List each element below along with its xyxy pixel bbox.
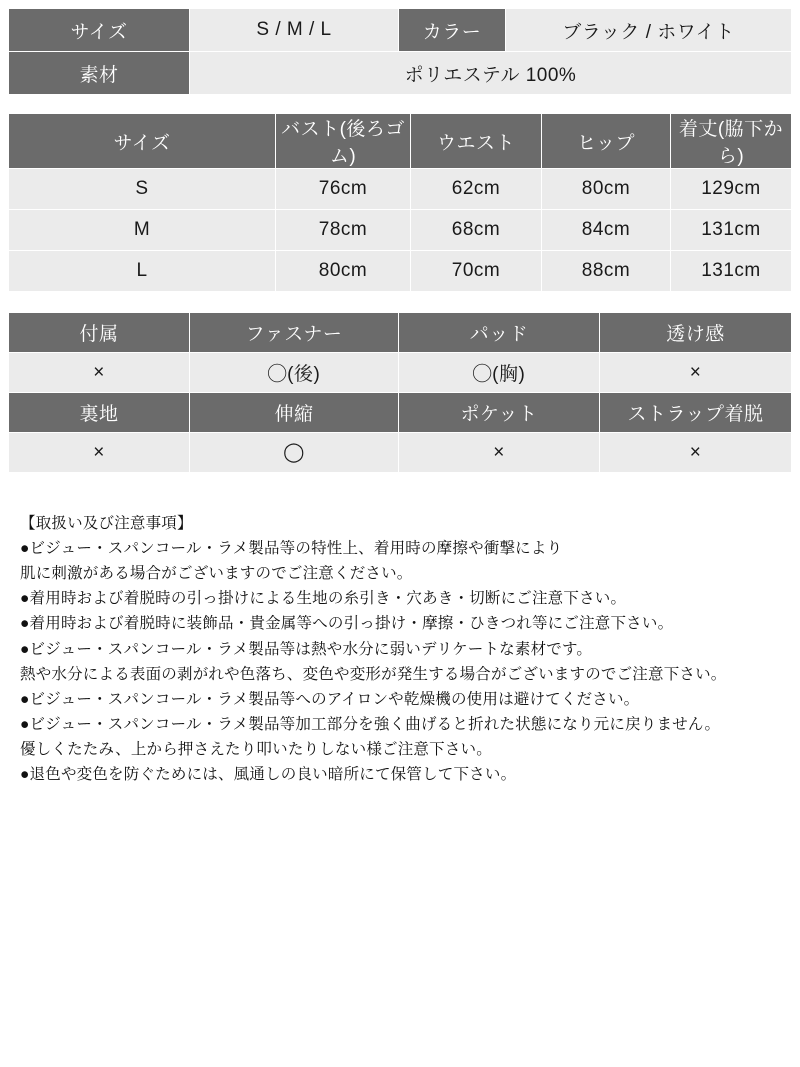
feature-value-zipper: ◯(後) — [190, 353, 399, 393]
size-chart-cell-waist: 62cm — [411, 169, 542, 210]
table-row — [9, 210, 792, 251]
size-chart-cell-bust: 80cm — [276, 251, 411, 292]
feature-header-pocket: ポケット — [399, 393, 600, 433]
table-row — [9, 52, 792, 95]
care-note-line: 肌に刺激がある場合がございますのでご注意ください。 — [20, 565, 413, 583]
size-chart-table — [8, 113, 792, 292]
table-row — [9, 9, 792, 52]
table-row — [9, 251, 792, 292]
feature-header-zipper: ファスナー — [190, 313, 399, 353]
basic-spec-material-value: ポリエステル 100% — [190, 52, 792, 95]
size-chart-header-size: サイズ — [9, 114, 276, 169]
basic-spec-color-header: カラー — [399, 9, 506, 52]
care-note-line: ●ビジュー・スパンコール・ラメ製品等の特性上、着用時の摩擦や衝撃により — [20, 540, 563, 558]
table-row — [9, 169, 792, 210]
feature-header-accessory: 付属 — [9, 313, 190, 353]
size-chart-cell-length: 131cm — [671, 251, 792, 292]
feature-value-accessory: × — [9, 353, 190, 393]
table-row — [9, 353, 792, 393]
size-chart-header-length: 着丈(脇下から) — [671, 114, 792, 169]
size-chart-header-waist: ウエスト — [411, 114, 542, 169]
care-note-line: ●ビジュー・スパンコール・ラメ製品等へのアイロンや乾燥機の使用は避けてください。 — [20, 690, 640, 708]
care-notes-title: 【取扱い及び注意事項】 — [20, 515, 193, 532]
feature-value-pad: ◯(胸) — [399, 353, 600, 393]
size-chart-cell-length: 129cm — [671, 169, 792, 210]
table-row — [9, 433, 792, 473]
basic-spec-color-value: ブラック / ホワイト — [506, 9, 792, 52]
feature-value-lining: × — [9, 433, 190, 473]
feature-value-stretch: ◯ — [190, 433, 399, 473]
feature-header-strap-detach: ストラップ着脱 — [600, 393, 792, 433]
feature-value-sheerness: × — [600, 353, 792, 393]
size-chart-row-label: S — [9, 169, 276, 210]
care-note-line: ●ビジュー・スパンコール・ラメ製品等加工部分を強く曲げると折れた状態になり元に戻りません。 — [20, 715, 721, 733]
basic-spec-table — [8, 8, 792, 95]
basic-spec-material-header: 素材 — [9, 52, 190, 95]
size-chart-cell-hip: 88cm — [542, 251, 671, 292]
size-chart-cell-waist: 70cm — [411, 251, 542, 292]
size-chart-row-label: M — [9, 210, 276, 251]
basic-spec-size-header: サイズ — [9, 9, 190, 52]
care-notes — [8, 511, 792, 787]
care-note-line: ●着用時および着脱時の引っ掛けによる生地の糸引き・穴あき・切断にご注意下さい。 — [20, 590, 627, 608]
care-note-line: ●ビジュー・スパンコール・ラメ製品等は熱や水分に弱いデリケートな素材です。 — [20, 640, 593, 658]
size-chart-cell-bust: 78cm — [276, 210, 411, 251]
table-header-row — [9, 393, 792, 433]
care-note-line: 熱や水分による表面の剥がれや色落ち、変色や変形が発生する場合がございますのでご注意下さい。 — [20, 665, 727, 683]
feature-chart-table — [8, 312, 792, 473]
feature-header-sheerness: 透け感 — [600, 313, 792, 353]
care-note-line: 優しくたたみ、上から押さえたり叩いたりしない様ご注意下さい。 — [20, 740, 492, 758]
size-chart-cell-bust: 76cm — [276, 169, 411, 210]
size-chart-cell-length: 131cm — [671, 210, 792, 251]
basic-spec-size-value: S / M / L — [190, 9, 399, 52]
feature-header-pad: パッド — [399, 313, 600, 353]
size-chart-header-bust: バスト(後ろゴム) — [276, 114, 411, 169]
size-chart-cell-waist: 68cm — [411, 210, 542, 251]
care-note-line: ●着用時および着脱時に装飾品・貴金属等への引っ掛け・摩擦・ひきつれ等にご注意下さい。 — [20, 615, 674, 633]
feature-value-strap-detach: × — [600, 433, 792, 473]
size-chart-header-hip: ヒップ — [542, 114, 671, 169]
size-chart-cell-hip: 84cm — [542, 210, 671, 251]
size-chart-cell-hip: 80cm — [542, 169, 671, 210]
table-header-row — [9, 114, 792, 169]
size-chart-row-label: L — [9, 251, 276, 292]
table-header-row — [9, 313, 792, 353]
feature-header-lining: 裏地 — [9, 393, 190, 433]
feature-header-stretch: 伸縮 — [190, 393, 399, 433]
care-note-line: ●退色や変色を防ぐためには、風通しの良い暗所にて保管して下さい。 — [20, 766, 517, 784]
feature-value-pocket: × — [399, 433, 600, 473]
